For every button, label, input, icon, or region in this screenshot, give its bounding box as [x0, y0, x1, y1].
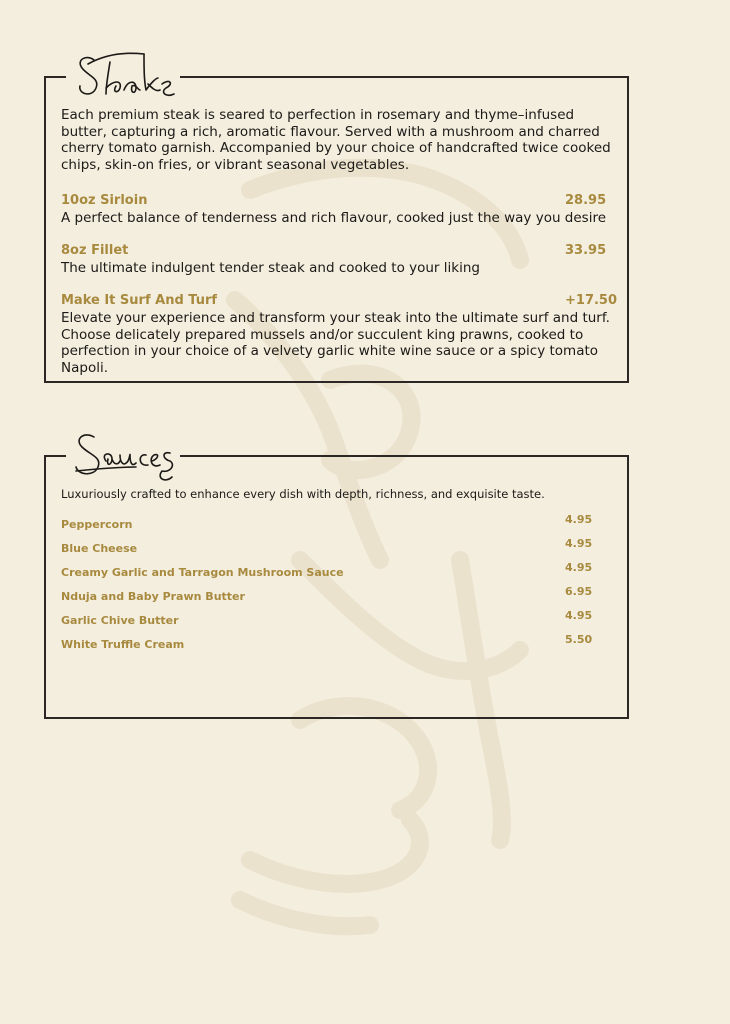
menu-item-name: 8oz Fillet	[61, 243, 129, 258]
menu-item-price: 28.95	[565, 193, 607, 208]
sauce-item	[61, 585, 621, 603]
menu-item	[61, 193, 621, 227]
steaks-intro: Each premium steak is seared to perfection in rosemary and thyme–infused butter, capturing a rich, aromatic flavour. Served with a mushroom and charred cherry tomato garnish. Accompanied by your choice of handcrafted twice cooked chips, skin-on fries, or vibrant seasonal vegetables.	[61, 107, 611, 173]
sauces-intro: Luxuriously crafted to enhance every dish with depth, richness, and exquisite taste.	[61, 487, 545, 501]
sauce-item-name: Creamy Garlic and Tarragon Mushroom Sauce	[61, 566, 344, 579]
sauce-item-price: 4.95	[565, 513, 593, 526]
sauce-item	[61, 513, 621, 531]
sauce-item	[61, 537, 621, 555]
sauce-item-price: 6.95	[565, 585, 593, 598]
menu-item-name: Make It Surf And Turf	[61, 293, 218, 308]
sauce-item-price: 5.50	[565, 633, 593, 646]
sauce-item-name: Blue Cheese	[61, 542, 138, 555]
steaks-heading	[66, 44, 180, 104]
sauce-item-name: Garlic Chive Butter	[61, 614, 179, 627]
menu-item-description: A perfect balance of tenderness and rich flavour, cooked just the way you desire	[61, 210, 607, 226]
sauce-item-price: 4.95	[565, 609, 593, 622]
sauces-script-lettering	[66, 423, 180, 483]
sauce-item	[61, 609, 621, 627]
sauce-item	[61, 633, 621, 651]
sauce-item-price: 4.95	[565, 561, 593, 574]
menu-item	[61, 243, 621, 277]
menu-item-name: 10oz Sirloin	[61, 193, 148, 208]
menu-item-description: Elevate your experience and transform your steak into the ultimate surf and turf. Choose delicately prepared mussels and/or succulent king prawns, cooked to perfection in your choice of a velvety garlic white wine sauce or a spicy tomato Napoli.	[61, 310, 610, 376]
steaks-section	[44, 76, 629, 383]
menu-item-price: +17.50	[565, 293, 618, 308]
sauce-item	[61, 561, 621, 579]
sauce-item-price: 4.95	[565, 537, 593, 550]
sauces-heading	[66, 423, 180, 483]
sauces-section	[44, 455, 629, 719]
menu-item	[61, 293, 621, 376]
sauce-item-name: Nduja and Baby Prawn Butter	[61, 590, 245, 603]
steaks-script-lettering	[66, 44, 180, 104]
menu-item-description: The ultimate indulgent tender steak and cooked to your liking	[61, 260, 480, 276]
sauce-item-name: Peppercorn	[61, 518, 133, 531]
menu-item-price: 33.95	[565, 243, 607, 258]
sauce-item-name: White Truffle Cream	[61, 638, 185, 651]
